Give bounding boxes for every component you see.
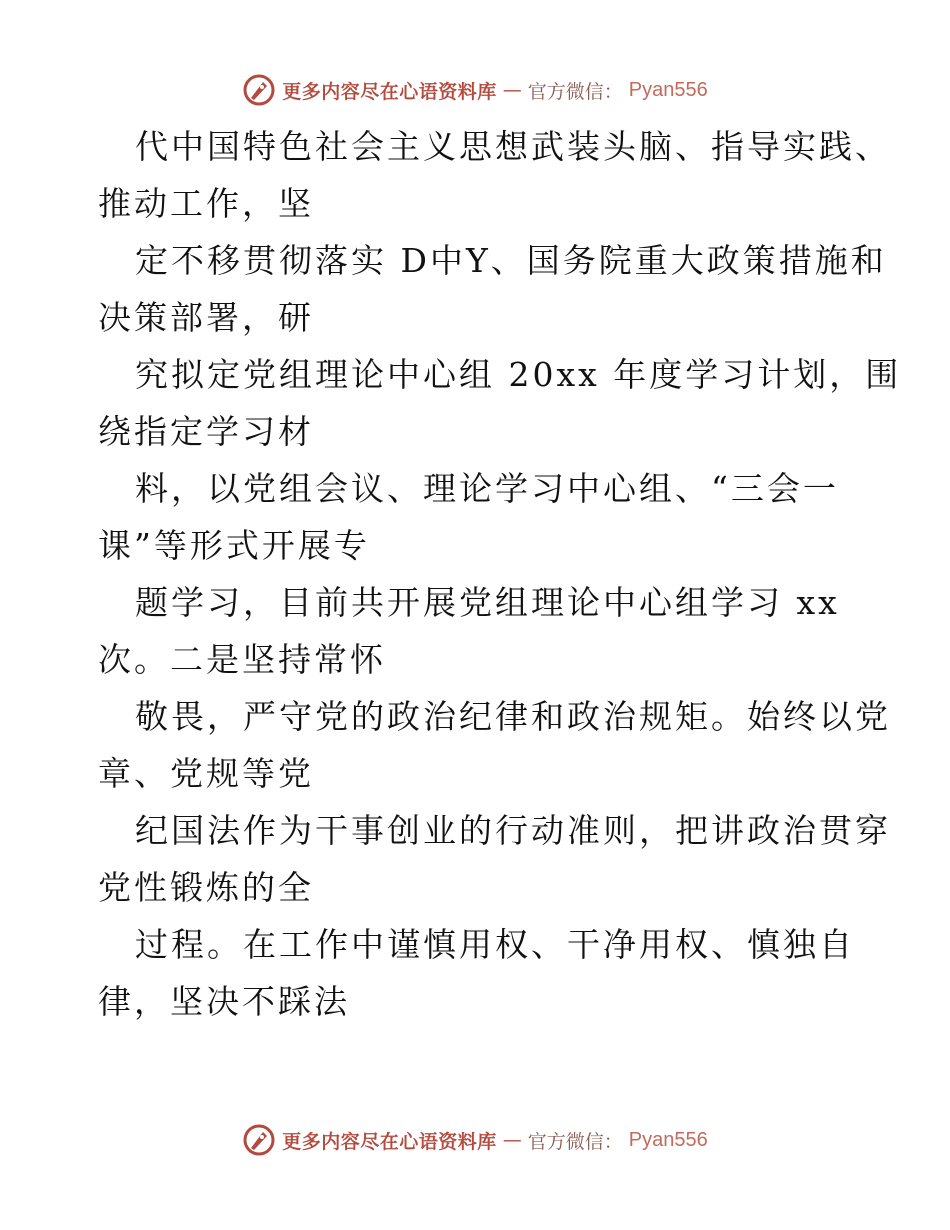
pen-nib-logo-icon [242,1123,276,1157]
banner-brand-text: 更多内容尽在心语资料库 [282,80,497,103]
body-line: 决策部署，研 [98,298,314,337]
banner-wechat-label: 官方微信： [527,80,623,103]
banner-brand-text: 更多内容尽在心语资料库 [282,1130,497,1153]
document-body [98,118,902,1030]
body-line: 推动工作，坚 [98,184,314,223]
body-line: 题学习，目前共开展党组理论中心组学习 xx [135,583,840,622]
body-line: 究拟定党组理论中心组 20xx 年度学习计划，围 [135,355,902,394]
body-line: 党性锻炼的全 [98,868,314,907]
banner-separator: — [502,1129,522,1151]
banner-wechat-id: Pyan556 [628,1128,708,1151]
banner-wechat-label: 官方微信： [527,1130,623,1153]
body-line: 次。二是坚持常怀 [98,640,386,679]
footer-banner [0,1120,950,1160]
body-line: 章、党规等党 [98,754,314,793]
body-line: 敬畏，严守党的政治纪律和政治规矩。始终以党 [135,697,891,736]
banner-wechat-id: Pyan556 [628,78,708,101]
body-line: 纪国法作为干事创业的行动准则，把讲政治贯穿 [135,811,891,850]
body-line: 律，坚决不踩法 [98,982,350,1021]
header-banner [0,70,950,110]
banner-separator: — [502,79,522,101]
body-line: 代中国特色社会主义思想武装头脑、指导实践、 [135,127,891,166]
body-line: 料，以党组会议、理论学习中心组、“三会一 [135,469,839,508]
body-line: 绕指定学习材 [98,412,314,451]
body-line: 定不移贯彻落实 D中Y、国务院重大政策措施和 [135,241,887,280]
pen-nib-logo-icon [242,73,276,107]
body-line: 过程。在工作中谨慎用权、干净用权、慎独自 [135,925,855,964]
body-line: 课”等形式开展专 [98,526,370,565]
